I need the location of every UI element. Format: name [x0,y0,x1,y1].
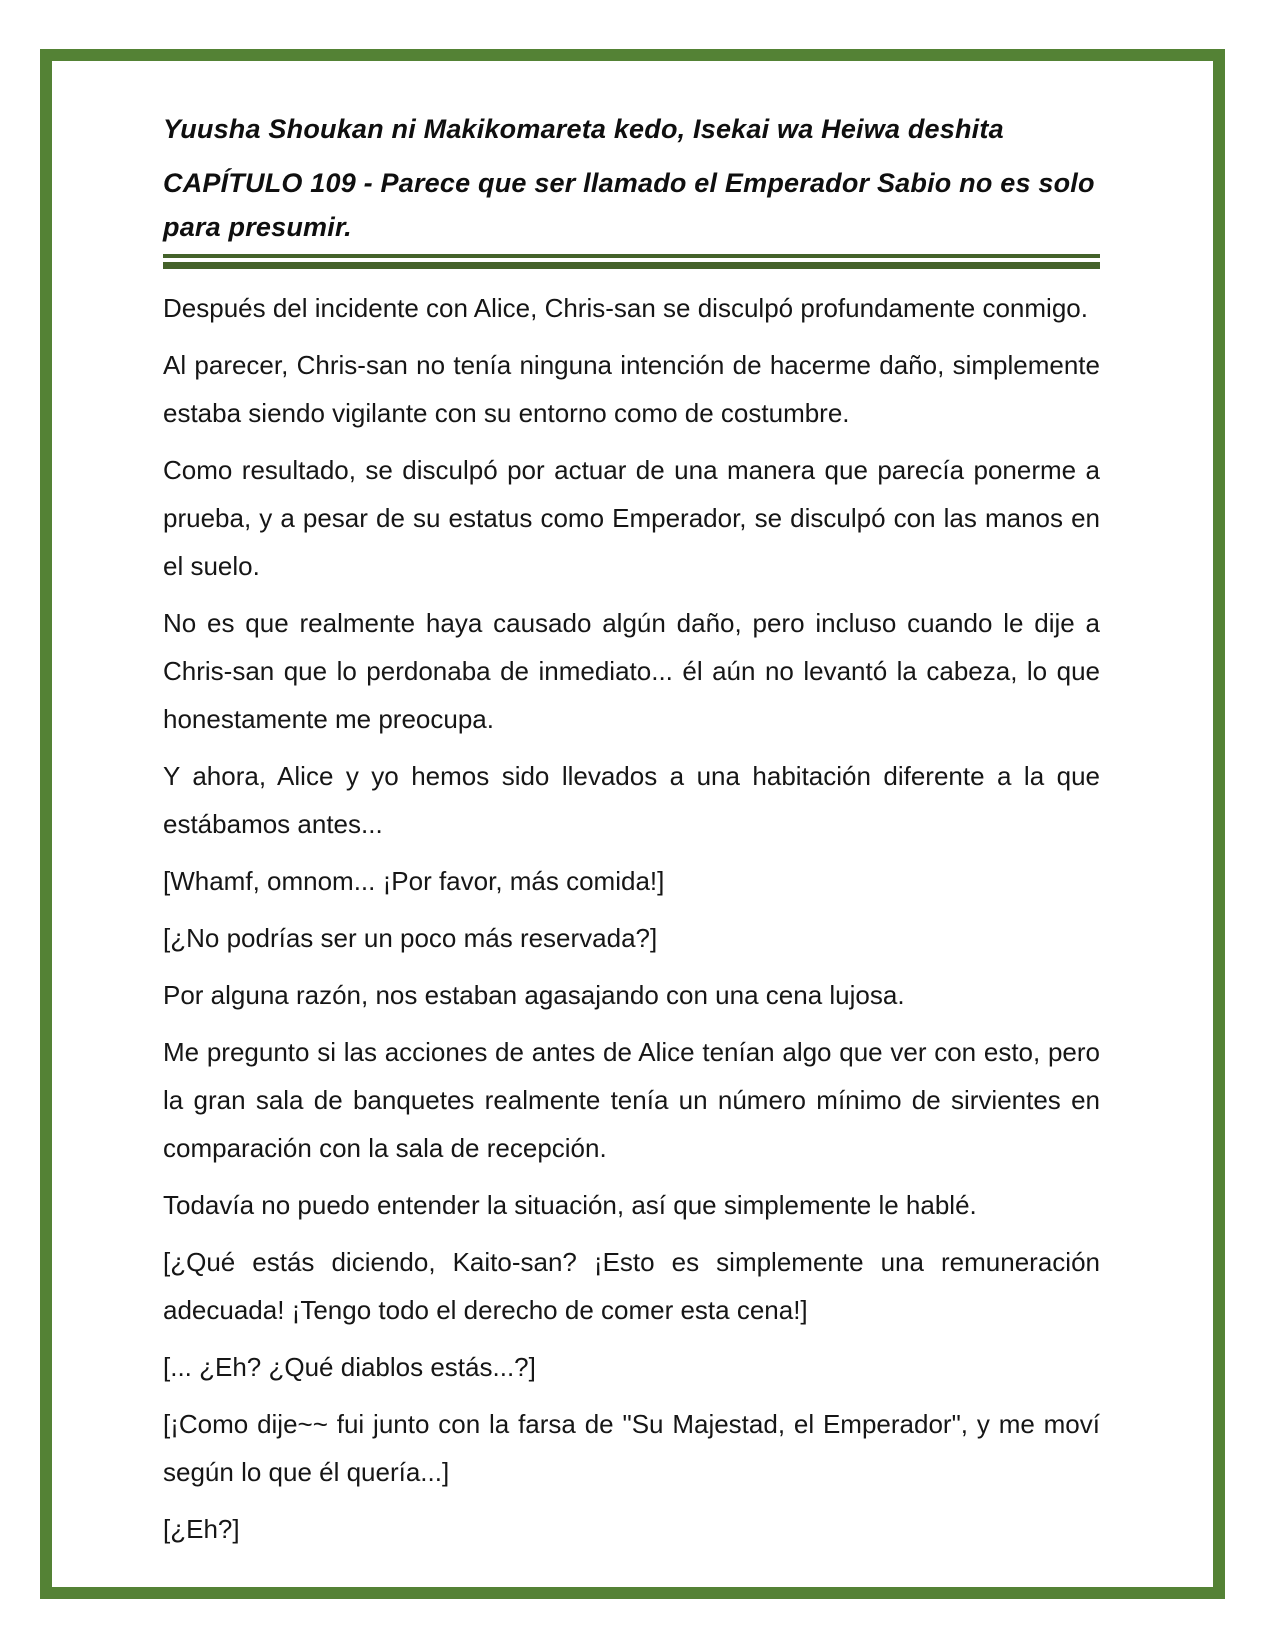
paragraph: Como resultado, se disculpó por actuar de una manera que parecía ponerme a prueba, y a pesar de su estatus como Emperador, se disculpó con las manos en el suelo. [163,455,1100,581]
paragraph: Después del incidente con Alice, Chris-san se disculpó profundamente conmigo. [163,293,1088,323]
paragraph: [... ¿Eh? ¿Qué diablos estás...?] [163,1352,536,1382]
paragraph: No es que realmente haya causado algún daño, pero incluso cuando le dije a Chris-san que lo perdonaba de inmediato... él aún no levantó la cabeza, lo que honestamente me preocupa. [163,608,1100,734]
paragraph: [Whamf, omnom... ¡Por favor, más comida!] [163,866,665,896]
paragraph: [¿No podrías ser un poco más reservada?] [163,923,658,953]
paragraph: Todavía no puedo entender la situación, así que simplemente le hablé. [163,1190,977,1220]
title-divider-rule [163,254,1100,269]
chapter-content [163,108,1100,1562]
paragraph: [¡Como dije~~ fui junto con la farsa de "Su Majestad, el Emperador", y me moví según lo que él quería...] [163,1409,1100,1487]
paragraph: [¿Eh?] [163,1514,240,1544]
paragraph: Al parecer, Chris-san no tenía ninguna intención de hacerme daño, simplemente estaba siendo vigilante con su entorno como de costumbre. [163,350,1100,428]
paragraph: Y ahora, Alice y yo hemos sido llevados a una habitación diferente a la que estábamos antes... [163,761,1100,839]
series-title: Yuusha Shoukan ni Makikomareta kedo, Isekai wa Heiwa deshita [163,114,1004,144]
chapter-body [163,284,1100,1553]
chapter-title: CAPÍTULO 109 - Parece que ser llamado el Emperador Sabio no es solo para presumir. [163,168,1095,242]
paragraph: Por alguna razón, nos estaban agasajando con una cena lujosa. [163,980,905,1010]
paragraph: [¿Qué estás diciendo, Kaito-san? ¡Esto es simplemente una remuneración adecuada! ¡Tengo todo el derecho de comer esta cena!] [163,1247,1100,1325]
paragraph: Me pregunto si las acciones de antes de Alice tenían algo que ver con esto, pero la gran sala de banquetes realmente tenía un número mínimo de sirvientes en comparación con la sala de recepción. [163,1037,1100,1163]
